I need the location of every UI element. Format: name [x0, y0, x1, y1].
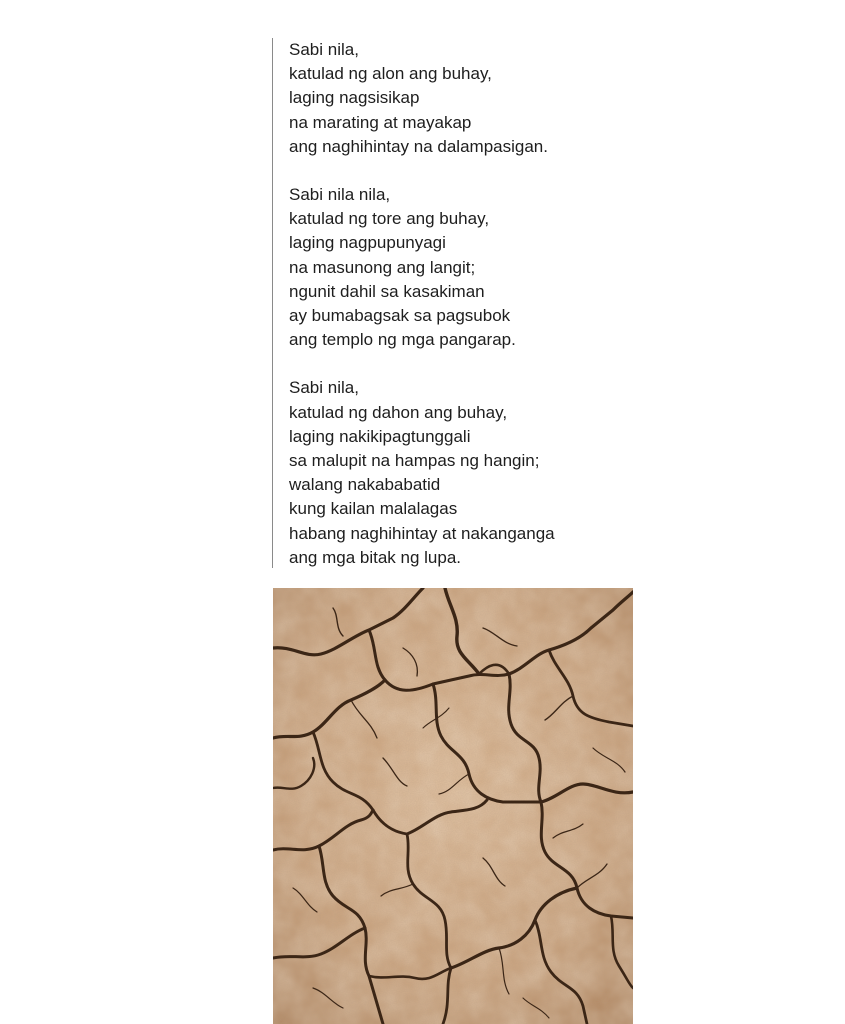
poem-line: kung kailan malalagas [289, 499, 458, 519]
poem-line: laging nakikipagtunggali [289, 426, 471, 446]
poem-line: ngunit dahil sa kasakiman [289, 281, 485, 301]
poem-line: ang templo ng mga pangarap. [289, 330, 516, 350]
cracked-earth-photo [273, 588, 633, 1024]
cracked-earth-image [273, 588, 633, 1024]
poem-line: sa malupit na hampas ng hangin; [289, 451, 540, 471]
poem-line: habang naghihintay at nakanganga [289, 523, 555, 543]
stanza-1 [289, 38, 632, 159]
poem-line: laging nagpupunyagi [289, 233, 446, 253]
poem-line: na masunong ang langit; [289, 257, 476, 277]
poem-line: ang naghihintay na dalampasigan. [289, 136, 548, 156]
poem-line: na marating at mayakap [289, 112, 472, 132]
poem-line: Sabi nila, [289, 40, 359, 59]
poem-line: katulad ng tore ang buhay, [289, 209, 490, 229]
stanza-3 [289, 376, 632, 570]
poem-line: ang mga bitak ng lupa. [289, 547, 462, 567]
poem-line: Sabi nila, [289, 378, 359, 398]
poem-line: katulad ng alon ang buhay, [289, 64, 492, 84]
stanza-2 [289, 183, 632, 352]
poem-line: katulad ng dahon ang buhay, [289, 402, 508, 422]
poem-line: ay bumabagsak sa pagsubok [289, 306, 511, 326]
poem-line: walang nakababatid [289, 475, 441, 495]
poem [272, 38, 632, 568]
poem-line: Sabi nila nila, [289, 185, 391, 205]
poem-line: laging nagsisikap [289, 88, 420, 108]
